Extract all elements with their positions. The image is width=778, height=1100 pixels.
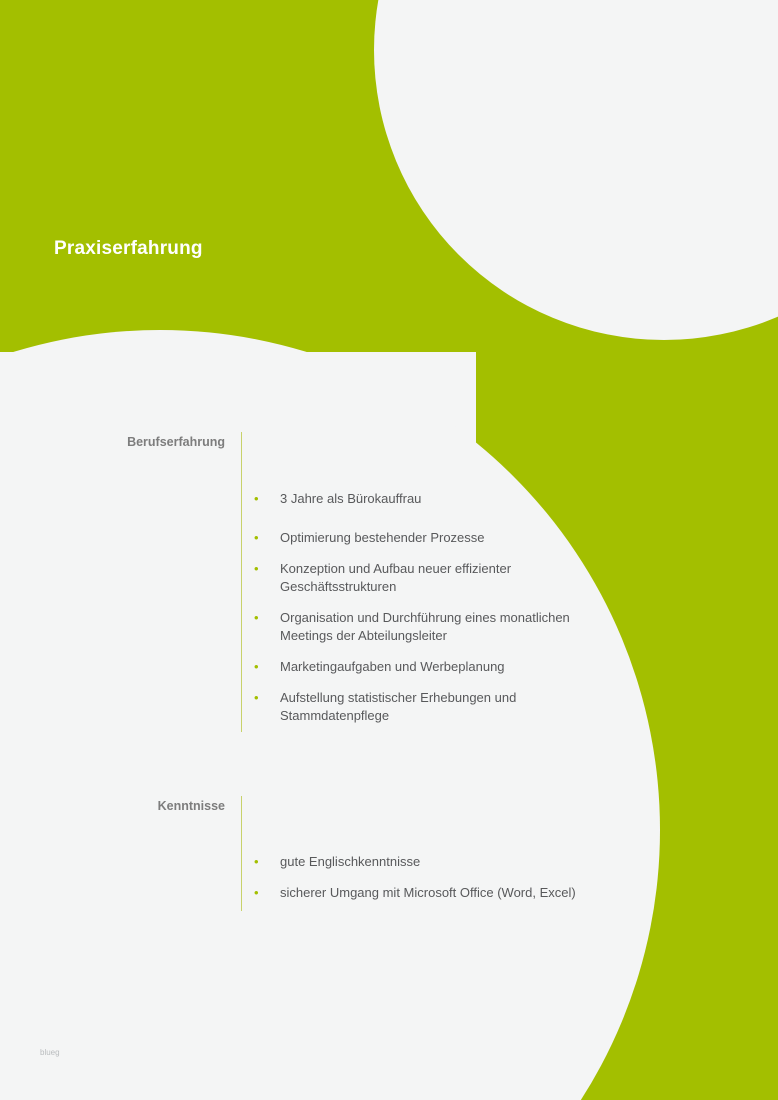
bullet-icon: • <box>254 854 259 869</box>
bullet-icon: • <box>254 659 259 674</box>
list-item <box>252 609 622 645</box>
section-divider-berufserfahrung <box>241 432 242 732</box>
list-item <box>252 884 622 902</box>
section-divider-kenntnisse <box>241 796 242 911</box>
footer-note: blueg <box>40 1048 60 1057</box>
bullet-list-kenntnisse <box>252 853 622 915</box>
list-item <box>252 689 622 725</box>
list-item <box>252 560 622 596</box>
list-item-text: Aufstellung statistischer Erhebungen und Stammdatenpflege <box>280 690 517 723</box>
list-item <box>252 853 622 871</box>
bullet-icon: • <box>254 530 259 545</box>
list-item-text: gute Englischkenntnisse <box>280 854 421 869</box>
list-item-text: Optimierung bestehender Prozesse <box>280 530 485 545</box>
list-item-text: Marketingaufgaben und Werbeplanung <box>280 659 505 674</box>
bullet-icon: • <box>254 491 259 506</box>
list-item-text: Konzeption und Aufbau neuer effizienter Geschäftsstrukturen <box>280 561 512 594</box>
bullet-icon: • <box>254 885 259 900</box>
list-item <box>252 658 622 676</box>
list-item-text: sicherer Umgang mit Microsoft Office (Word, Excel) <box>280 885 576 900</box>
list-item-text: Organisation und Durchführung eines monatlichen Meetings der Abteilungsleiter <box>280 610 570 643</box>
section-label-berufserfahrung: Berufserfahrung <box>127 435 225 449</box>
page-title: Praxiserfahrung <box>54 238 203 259</box>
list-item <box>252 490 622 508</box>
list-item <box>252 529 622 547</box>
list-item-text: 3 Jahre als Bürokauffrau <box>280 491 422 506</box>
bullet-icon: • <box>254 561 259 576</box>
bullet-icon: • <box>254 690 259 705</box>
section-label-kenntnisse: Kenntnisse <box>157 799 225 813</box>
bullet-icon: • <box>254 610 259 625</box>
bullet-list-berufserfahrung <box>252 490 622 738</box>
